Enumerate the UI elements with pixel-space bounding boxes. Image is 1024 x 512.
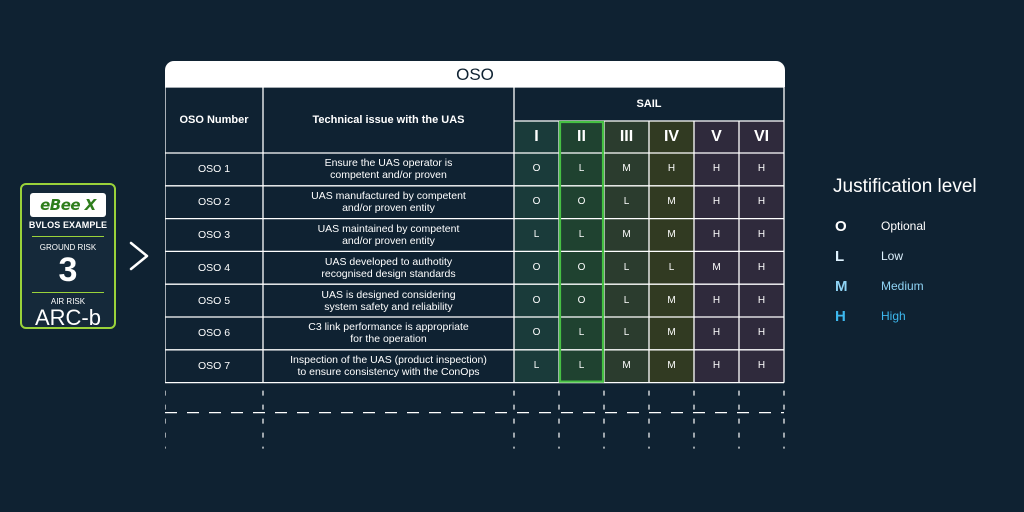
- level-cell: M: [667, 360, 676, 372]
- technical-issue-line: UAS maintained by competent: [317, 222, 460, 235]
- level-cell: O: [532, 163, 541, 175]
- level-cell: O: [577, 261, 586, 273]
- level-cell: O: [532, 294, 541, 306]
- level-cell: L: [533, 228, 540, 240]
- ebee-x-card: [20, 183, 116, 329]
- technical-issue-cell: [263, 219, 514, 252]
- level-cell: L: [623, 261, 630, 273]
- level-cell: H: [757, 261, 766, 273]
- legend-key: L: [835, 247, 845, 265]
- sail-level-II: II: [577, 128, 586, 145]
- card-divider-2: [32, 292, 104, 293]
- oso-number-cell: OSO 4: [197, 261, 231, 274]
- level-cell: H: [712, 327, 721, 339]
- technical-issue-line: system safety and reliability: [324, 300, 453, 313]
- level-cell: H: [667, 163, 676, 175]
- level-cell: H: [712, 163, 721, 175]
- level-cell: L: [623, 327, 630, 339]
- oso-number-cell: OSO 3: [197, 228, 231, 241]
- level-cell: H: [757, 228, 766, 240]
- level-cell: M: [622, 228, 631, 240]
- oso-number-cell: OSO 5: [197, 294, 231, 307]
- technical-issue-cell: [263, 284, 514, 317]
- legend-label: Low: [881, 249, 904, 263]
- legend-label: Medium: [881, 279, 924, 293]
- chevron-right-icon: [127, 241, 153, 271]
- oso-number-cell: OSO 2: [197, 196, 231, 209]
- ground-risk-value: 3: [58, 251, 78, 289]
- level-cell: H: [712, 294, 721, 306]
- card-divider: [32, 236, 104, 237]
- oso-table-title: OSO: [165, 61, 785, 87]
- sail-level-V: V: [711, 128, 722, 145]
- level-cell: L: [623, 294, 630, 306]
- level-cell: L: [578, 163, 585, 175]
- level-cell: L: [578, 360, 585, 372]
- technical-issue-cell: [263, 317, 514, 350]
- oso-number-cell: OSO 1: [197, 163, 231, 176]
- level-cell: M: [712, 261, 721, 273]
- level-cell: L: [623, 196, 630, 208]
- oso-number-cell: OSO 7: [197, 360, 231, 373]
- legend-label: High: [881, 309, 906, 323]
- technical-issue-line: UAS manufactured by competent: [311, 190, 466, 203]
- ground-risk-label: GROUND RISK: [39, 243, 97, 252]
- technical-issue-cell: [263, 251, 514, 284]
- technical-issue-line: competent and/or proven: [330, 169, 447, 182]
- technical-issue-cell: [263, 350, 514, 383]
- sail-level-IV: IV: [663, 128, 680, 145]
- technical-issue-line: UAS developed to authotity: [324, 255, 453, 268]
- level-cell: O: [532, 196, 541, 208]
- level-cell: M: [667, 294, 676, 306]
- air-risk-value: ARC-b: [34, 305, 101, 330]
- technical-issue-line: Ensure the UAS operator is: [324, 157, 453, 170]
- legend-item: [833, 246, 903, 266]
- level-cell: L: [533, 360, 540, 372]
- technical-issue-line: recognised design standards: [321, 267, 456, 280]
- level-cell: L: [668, 261, 675, 273]
- sail-level-VI: VI: [753, 128, 770, 145]
- brand-logo: eBee X: [40, 196, 96, 214]
- legend-key: H: [835, 307, 846, 325]
- level-cell: H: [757, 327, 766, 339]
- technical-issue-line: and/or proven entity: [342, 202, 435, 215]
- level-cell: O: [577, 294, 586, 306]
- level-cell: H: [757, 294, 766, 306]
- level-cell: O: [532, 261, 541, 273]
- level-cell: H: [757, 196, 766, 208]
- technical-issue-line: to ensure consistency with the ConOps: [297, 366, 480, 379]
- level-cell: L: [578, 228, 585, 240]
- level-cell: M: [622, 163, 631, 175]
- brand-badge: [30, 193, 106, 217]
- air-risk-label: AIR RISK: [50, 297, 86, 306]
- sail-level-III: III: [619, 128, 634, 145]
- technical-issue-line: Inspection of the UAS (product inspection): [290, 354, 487, 367]
- technical-issue-line: and/or proven entity: [342, 234, 435, 247]
- level-cell: H: [712, 360, 721, 372]
- level-cell: L: [578, 327, 585, 339]
- sail-level-I: I: [534, 128, 539, 145]
- column-header-technical-issue: Technical issue with the UAS: [312, 114, 465, 126]
- oso-number-cell: OSO 6: [197, 327, 231, 340]
- level-cell: M: [667, 196, 676, 208]
- level-cell: M: [622, 360, 631, 372]
- legend-item: [833, 276, 924, 296]
- level-cell: H: [757, 360, 766, 372]
- legend-item: [833, 216, 926, 236]
- level-cell: H: [712, 196, 721, 208]
- level-cell: H: [712, 228, 721, 240]
- technical-issue-cell: [263, 153, 514, 186]
- level-cell: H: [757, 163, 766, 175]
- legend-title: Justification level: [833, 176, 977, 197]
- level-cell: O: [532, 327, 541, 339]
- legend-key: M: [835, 277, 848, 295]
- column-header-sail: SAIL: [636, 98, 662, 110]
- legend-key: O: [835, 217, 847, 235]
- technical-issue-line: UAS is designed considering: [321, 288, 456, 301]
- level-cell: M: [667, 228, 676, 240]
- column-header-oso-number: OSO Number: [179, 114, 249, 126]
- technical-issue-line: C3 link performance is appropriate: [308, 321, 469, 334]
- technical-issue-line: for the operation: [350, 333, 427, 346]
- legend-label: Optional: [881, 219, 926, 233]
- legend-item: [833, 306, 906, 326]
- card-subtitle: BVLOS EXAMPLE: [28, 220, 108, 230]
- level-cell: O: [577, 196, 586, 208]
- technical-issue-cell: [263, 186, 514, 219]
- level-cell: M: [667, 327, 676, 339]
